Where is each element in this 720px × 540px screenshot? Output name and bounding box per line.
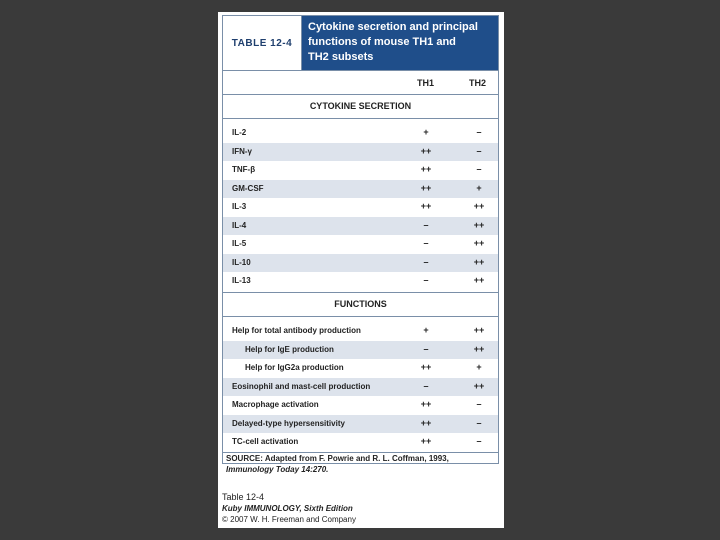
table-row [223, 359, 498, 377]
th2-value: – [476, 436, 482, 446]
th1-value: + [423, 127, 429, 137]
divider [223, 316, 498, 317]
th1-value: ++ [420, 399, 432, 409]
caption-line-2: Kuby IMMUNOLOGY, Sixth Edition [222, 504, 353, 513]
slide-card [218, 12, 504, 528]
table-row [223, 341, 498, 359]
table-title [302, 16, 498, 70]
divider [223, 292, 498, 293]
th2-value: + [476, 362, 482, 372]
row-label: IL-2 [232, 128, 247, 137]
row-label: Help for IgG2a production [245, 363, 344, 372]
row-label: IL-13 [232, 276, 251, 285]
th1-value: ++ [420, 201, 432, 211]
row-label: TNF-β [232, 165, 256, 174]
table-row [223, 396, 498, 414]
row-label: Eosinophil and mast-cell production [232, 381, 371, 391]
table-row [223, 124, 498, 142]
divider [223, 70, 498, 71]
caption-line-1: Table 12-4 [222, 492, 265, 502]
table-row [223, 415, 498, 433]
row-label: IFN-γ [232, 146, 252, 156]
th2-value: – [476, 164, 482, 174]
table-row [223, 254, 498, 272]
source-line-2: Immunology Today 14:270. [226, 465, 329, 474]
th1-value: ++ [420, 164, 432, 174]
table-row [223, 143, 498, 161]
th1-value: ++ [420, 362, 432, 372]
table-12-4 [222, 15, 499, 464]
functions-section-heading: FUNCTIONS [334, 299, 387, 309]
th1-value: – [423, 256, 429, 267]
source-note [226, 453, 488, 475]
th2-value: ++ [473, 201, 485, 211]
table-label: TABLE 12-4 [223, 16, 302, 70]
table-row [223, 433, 498, 451]
table-row [223, 322, 498, 340]
col-th1: TH1 [417, 78, 435, 88]
table-row [223, 180, 498, 198]
th2-value: ++ [473, 219, 485, 230]
th2-value: – [476, 399, 482, 409]
th1-value: ++ [420, 436, 432, 446]
row-label: TC-cell activation [232, 437, 299, 446]
th1-value: – [423, 380, 429, 391]
divider [223, 94, 498, 95]
th1-value: + [423, 325, 429, 335]
th1-value: – [423, 238, 429, 248]
table-row [223, 217, 498, 235]
col-th2: TH2 [469, 78, 487, 88]
table-row [223, 235, 498, 253]
th2-value: ++ [473, 343, 485, 354]
row-label: IL-3 [232, 202, 247, 211]
th1-value: ++ [420, 145, 432, 156]
th2-value: ++ [473, 275, 485, 285]
row-label: IL-5 [232, 239, 247, 248]
source-line-1: SOURCE: Adapted from F. Powrie and R. L. Coffman, 1993, [226, 454, 449, 463]
row-label: Delayed-type hypersensitivity [232, 418, 345, 428]
th1-value: – [423, 219, 429, 230]
table-row [223, 161, 498, 179]
divider [223, 118, 498, 119]
th2-value: + [476, 182, 482, 193]
row-label: Help for total antibody production [232, 326, 361, 335]
th1-value: – [423, 343, 429, 354]
row-label: GM-CSF [232, 183, 264, 193]
figure-caption [222, 492, 492, 525]
title-line-3: TH2 subsets [308, 51, 374, 63]
th1-value: ++ [420, 417, 432, 428]
title-line-1: Cytokine secretion and principal [308, 21, 478, 33]
table-row [223, 198, 498, 216]
th2-value: – [476, 417, 482, 428]
th1-value: – [423, 275, 429, 285]
th1-value: ++ [420, 182, 432, 193]
row-label: Help for IgE production [245, 344, 334, 354]
row-label: IL-4 [232, 220, 247, 230]
th2-value: ++ [473, 325, 485, 335]
th2-value: – [476, 127, 482, 137]
row-label: Macrophage activation [232, 400, 319, 409]
th2-value: ++ [473, 238, 485, 248]
caption-line-3: © 2007 W. H. Freeman and Company [222, 515, 356, 524]
cytokine-section-heading: CYTOKINE SECRETION [309, 101, 412, 111]
table-header [223, 16, 498, 70]
table-row [223, 378, 498, 396]
th2-value: ++ [473, 380, 485, 391]
title-line-2: functions of mouse TH1 and [308, 36, 456, 48]
th2-value: – [476, 145, 482, 156]
column-headers [223, 74, 498, 92]
row-label: IL-10 [232, 257, 251, 267]
th2-value: ++ [473, 256, 485, 267]
table-row [223, 272, 498, 290]
